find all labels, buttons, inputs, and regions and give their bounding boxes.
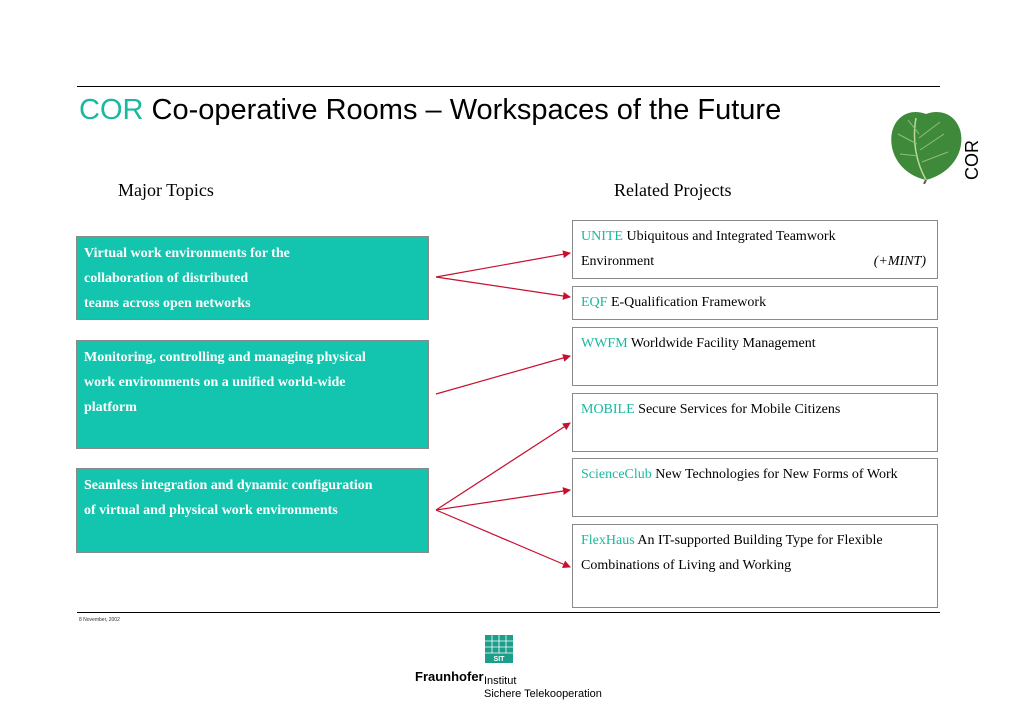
column-head-major-topics: Major Topics: [118, 180, 214, 200]
project-acronym: MOBILE: [581, 402, 635, 417]
logo-institute-line: Sichere Telekooperation: [484, 688, 602, 700]
logo-institute-line: Institut: [484, 675, 517, 687]
project-text: An IT-supported Building Type for Flexible Combinations of Living and Working: [581, 533, 883, 573]
arrow-to-unite: [436, 253, 570, 277]
topic-line: work environments on a unified world-wide: [84, 375, 346, 390]
arrow-to-mobile: [436, 423, 570, 510]
project-text: E-Qualification Framework: [610, 295, 767, 310]
topic-line: platform: [84, 400, 137, 415]
logo-institute: [484, 675, 602, 701]
project-acronym: EQF: [581, 295, 608, 310]
project-text: Worldwide Facility Management: [630, 336, 816, 351]
project-acronym: FlexHaus: [581, 533, 635, 548]
title-acronym: COR: [79, 94, 144, 126]
column-head-related-projects: Related Projects: [614, 180, 732, 200]
topic-line: teams across open networks: [84, 296, 251, 311]
project-note: (+MINT): [873, 254, 926, 269]
logo-mark-text: SIT: [493, 656, 505, 663]
project-acronym: UNITE: [581, 229, 623, 244]
logo-org: Fraunhofer: [415, 669, 484, 684]
topic-line: Seamless integration and dynamic configuration: [84, 478, 373, 493]
project-text: Ubiquitous and Integrated Teamwork Environment: [581, 229, 836, 269]
project-acronym: ScienceClub: [581, 467, 652, 482]
project-text: Secure Services for Mobile Citizens: [638, 402, 841, 417]
arrow-to-wwfm: [436, 356, 570, 394]
sit-logo-icon: [485, 635, 513, 663]
project-acronym: WWFM: [581, 336, 628, 351]
arrow-to-flexhaus: [436, 510, 570, 567]
footer-date: 8 November, 2002: [79, 617, 120, 623]
arrow-to-scienceclub: [436, 490, 570, 510]
arrow-to-eqf: [436, 277, 570, 297]
bottom-rule: [77, 612, 940, 613]
topic-line: of virtual and physical work environments: [84, 503, 338, 518]
topic-line: collaboration of distributed: [84, 271, 249, 286]
topic-line: Monitoring, controlling and managing physical: [84, 350, 366, 365]
project-text: New Technologies for New Forms of Work: [655, 467, 898, 482]
title-text: Co-operative Rooms – Workspaces of the Future: [151, 94, 782, 126]
topic-line: Virtual work environments for the: [84, 246, 290, 261]
leaf-label: COR: [962, 140, 982, 180]
